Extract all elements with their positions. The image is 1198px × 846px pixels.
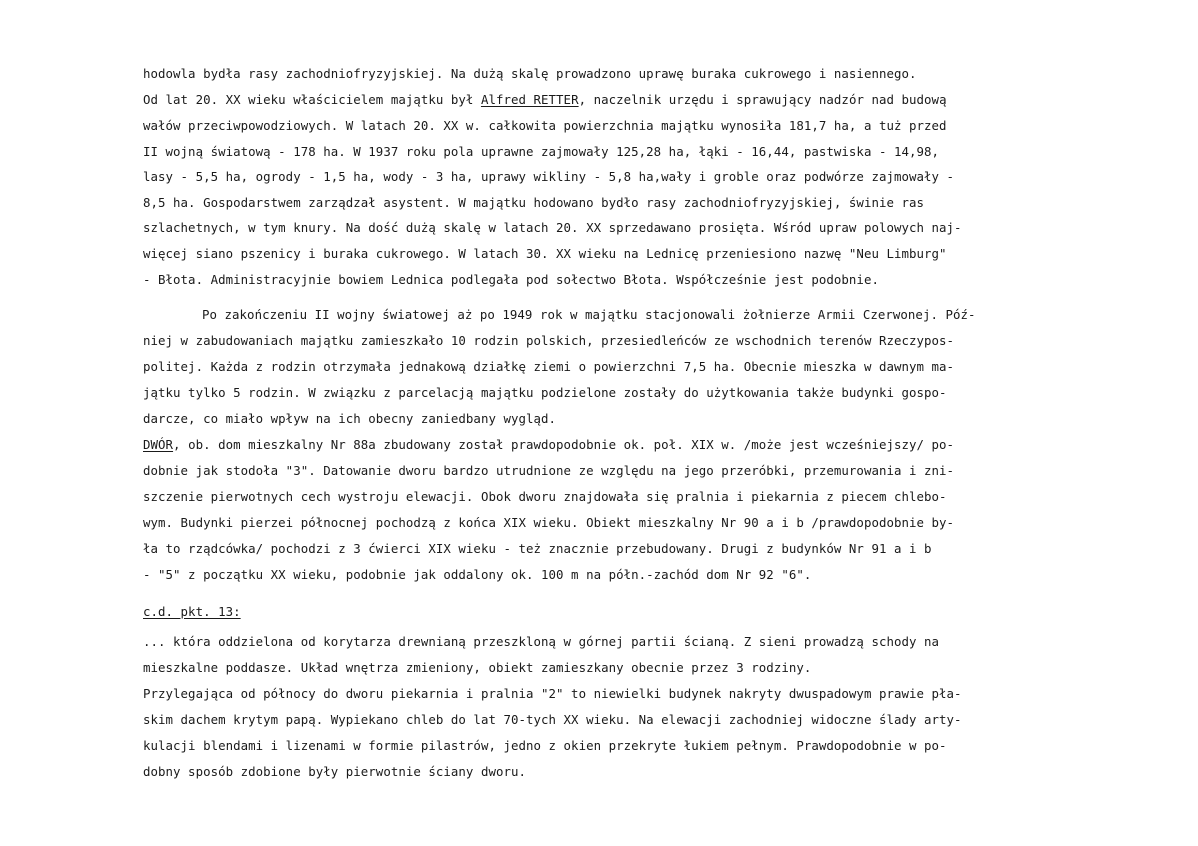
- text-line: ... która oddzielona od korytarza drewnianą przeszkloną w górnej partii ścianą. Z sieni prowadzą schody na: [143, 634, 940, 649]
- text-line: - Błota. Administracyjnie bowiem Lednica podlegała pod sołectwo Błota. Współcześnie jest podobnie.: [143, 272, 879, 287]
- text-line: 8,5 ha. Gospodarstwem zarządzał asystent. W majątku hodowano bydło rasy zachodniofryzyjskiej, świnie ras: [143, 195, 925, 210]
- text-line: [143, 437, 954, 453]
- text-line: więcej siano pszenicy i buraka cukrowego. W latach 30. XX wieku na Lednicę przeniesiono nazwę "Neu Limburg": [143, 246, 947, 261]
- text-line: szczenie pierwotnych cech wystroju elewacji. Obok dworu znajdowała się pralnia i piekarnia z piecem chlebo-: [143, 489, 947, 504]
- text-line: hodowla bydła rasy zachodniofryzyjskiej. Na dużą skalę prowadzono uprawę buraka cukrowego i nasiennego.: [143, 66, 917, 81]
- text-line: kulacji blendami i lizenami w formie pilastrów, jedno z okien przekryte łukiem pełnym. Prawdopodobnie w po-: [143, 738, 947, 753]
- text-line: skim dachem krytym papą. Wypiekano chleb do lat 70-tych XX wieku. Na elewacji zachodniej widoczne ślady arty-: [143, 712, 962, 727]
- text-line: szlachetnych, w tym knury. Na dość dużą skalę w latach 20. XX sprzedawano prosięta. Wśród upraw polowych naj-: [143, 220, 962, 235]
- text-line: II wojną światową - 178 ha. W 1937 roku pola uprawne zajmowały 125,28 ha, łąki - 16,44, pastwiska - 14,98,: [143, 144, 940, 159]
- text-line: Przylegająca od północy do dworu piekarnia i pralnia "2" to niewielki budynek nakryty dwuspadowym prawie pła-: [143, 686, 962, 701]
- text-line: mieszkalne poddasze. Układ wnętrza zmieniony, obiekt zamieszkany obecnie przez 3 rodziny.: [143, 660, 812, 675]
- text-line: Po zakończeniu II wojny światowej aż po 1949 rok w majątku stacjonowali żołnierze Armii Czerwonej. Póź-: [202, 307, 976, 322]
- text-line: niej w zabudowaniach majątku zamieszkało 10 rodzin polskich, przesiedleńców ze wschodnich terenów Rzeczypos-: [143, 333, 955, 348]
- text-segment: , ob. dom mieszkalny Nr 88a zbudowany został prawdopodobnie ok. poł. XIX w. /może jest wcześniejszy/ po-: [173, 437, 955, 452]
- text-segment: , naczelnik urzędu i sprawujący nadzór nad budową: [578, 92, 947, 107]
- text-line: lasy - 5,5 ha, ogrody - 1,5 ha, wody - 3 ha, uprawy wikliny - 5,8 ha,wały i groble oraz podwórze zajmowały -: [143, 169, 955, 184]
- text-line: ła to rządcówka/ pochodzi z 3 ćwierci XIX wieku - też znacznie przebudowany. Drugi z budynków Nr 91 a i b: [143, 541, 932, 556]
- dwor-label: DWÓR: [143, 437, 174, 452]
- text-line: dobny sposób zdobione były pierwotnie ściany dworu.: [143, 764, 526, 779]
- owner-name: Alfred RETTER: [480, 92, 579, 107]
- text-line: [143, 92, 947, 108]
- text-segment: Od lat 20. XX wieku właścicielem majątku był: [143, 92, 474, 107]
- text-line: dobnie jak stodoła "3". Datowanie dworu bardzo utrudnione ze względu na jego przeróbki, przemurowania i zni-: [143, 463, 955, 478]
- text-line: - "5" z początku XX wieku, podobnie jak oddalony ok. 100 m na półn.-zachód dom Nr 92 "6".: [143, 567, 812, 582]
- section-heading: c.d. pkt. 13:: [143, 604, 241, 619]
- text-line: wym. Budynki pierzei północnej pochodzą z końca XIX wieku. Obiekt mieszkalny Nr 90 a i b /prawdopodobnie by-: [143, 515, 955, 530]
- text-line: jątku tylko 5 rodzin. W związku z parcelacją majątku podzielone zostały do użytkowania także budynki gospo-: [143, 385, 947, 400]
- text-line: politej. Każda z rodzin otrzymała jednakową działkę ziemi o powierzchni 7,5 ha. Obecnie mieszka w dawnym ma-: [143, 359, 955, 374]
- text-line: wałów przeciwpowodziowych. W latach 20. XX w. całkowita powierzchnia majątku wynosiła 181,7 ha, a tuż przed: [143, 118, 947, 133]
- text-line: darcze, co miało wpływ na ich obecny zaniedbany wygląd.: [143, 411, 557, 426]
